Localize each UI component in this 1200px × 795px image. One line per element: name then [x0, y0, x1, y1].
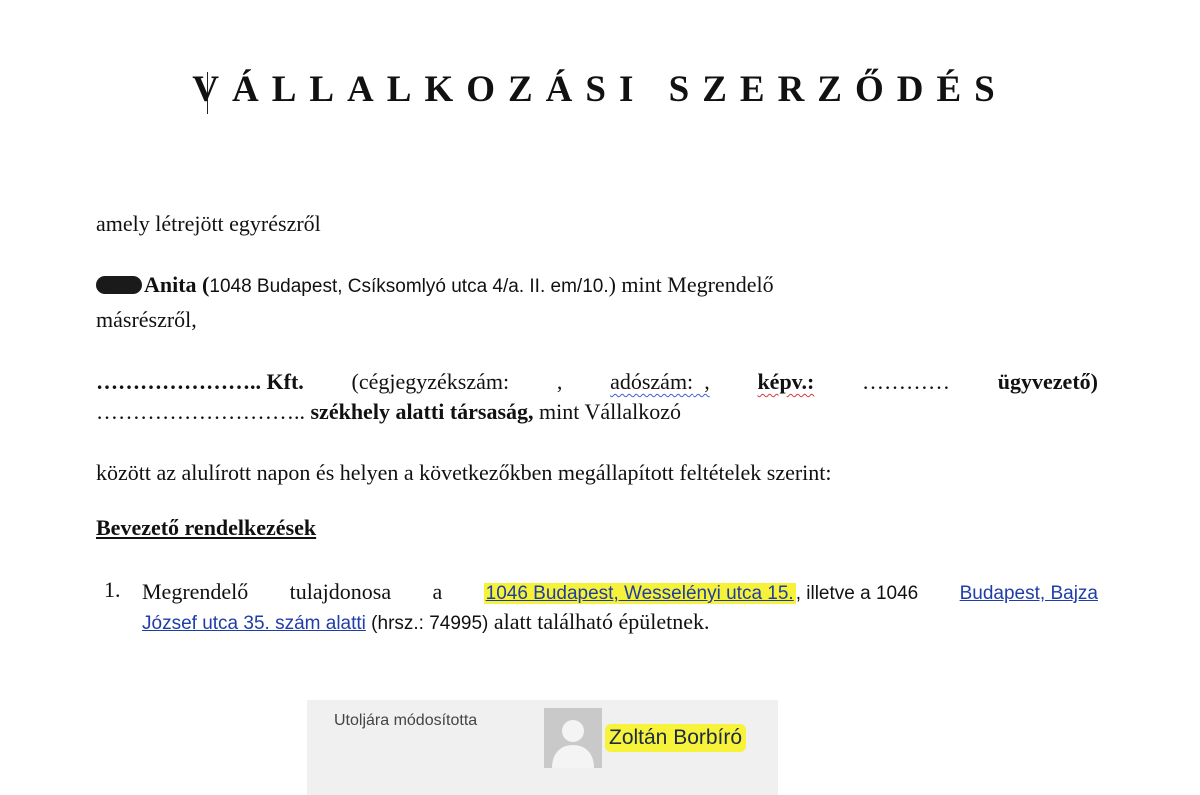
- avatar[interactable]: [544, 708, 602, 768]
- intro-paragraph: amely létrejött egyrészről: [96, 211, 321, 236]
- address-link-part2[interactable]: József utca 35. szám alatti: [142, 613, 366, 634]
- parcel-number: (hrsz.: 74995): [365, 613, 489, 634]
- redaction-mark: [96, 276, 142, 294]
- party-separator: másrészről,: [96, 307, 197, 332]
- highlighted-address[interactable]: 1046 Budapest, Wesselényi utca 15.: [485, 583, 794, 604]
- party2-rep: képv.:: [757, 369, 815, 394]
- between-paragraph: között az alulírott napon és helyen a következőkben megállapított feltételek szerint:: [96, 460, 832, 485]
- party2-comma: ,: [556, 369, 563, 394]
- list-item-line2: József utca 35. szám alatti (hrsz.: 74995) alatt található épületnek.: [142, 609, 710, 634]
- last-modified-card: [307, 700, 778, 795]
- party2-reg: (cégjegyzékszám:: [351, 369, 510, 394]
- party2-rep-dots: …………: [862, 369, 951, 394]
- party1-address: 1048 Budapest, Csíksomlyó utca 4/a. II. em/10.: [209, 276, 609, 297]
- party2-line1: [96, 367, 1098, 396]
- address-link-part1[interactable]: Budapest, Bajza: [959, 583, 1098, 604]
- party2-tax: adószám: ,: [610, 369, 710, 394]
- list-number: 1.: [104, 577, 121, 602]
- last-modified-label: Utoljára módosította: [334, 712, 478, 729]
- party1-line: [96, 270, 774, 301]
- party2-ceo: ügyvezető): [997, 369, 1098, 394]
- party2-line2: ……………………….. székhely alatti társaság, mint Vállalkozó: [96, 399, 681, 424]
- section-heading: Bevezető rendelkezések: [96, 515, 317, 540]
- party1-role: ) mint Megrendelő: [608, 272, 774, 297]
- user-silhouette-icon: [544, 708, 602, 768]
- party2-name-dots: ………………….. Kft.: [96, 369, 304, 394]
- title-text: VÁLLALKOZÁSI SZERZŐDÉS: [192, 69, 1008, 110]
- party1-name: Anita (: [144, 272, 210, 297]
- list-item-line1: Megrendelő tulajdonosa a 1046 Budapest, Wesselényi utca 15. , illetve a 1046 Budapest, Bajza: [142, 577, 1098, 608]
- document-title: [0, 68, 1200, 111]
- author-name[interactable]: Zoltán Borbíró: [605, 724, 746, 752]
